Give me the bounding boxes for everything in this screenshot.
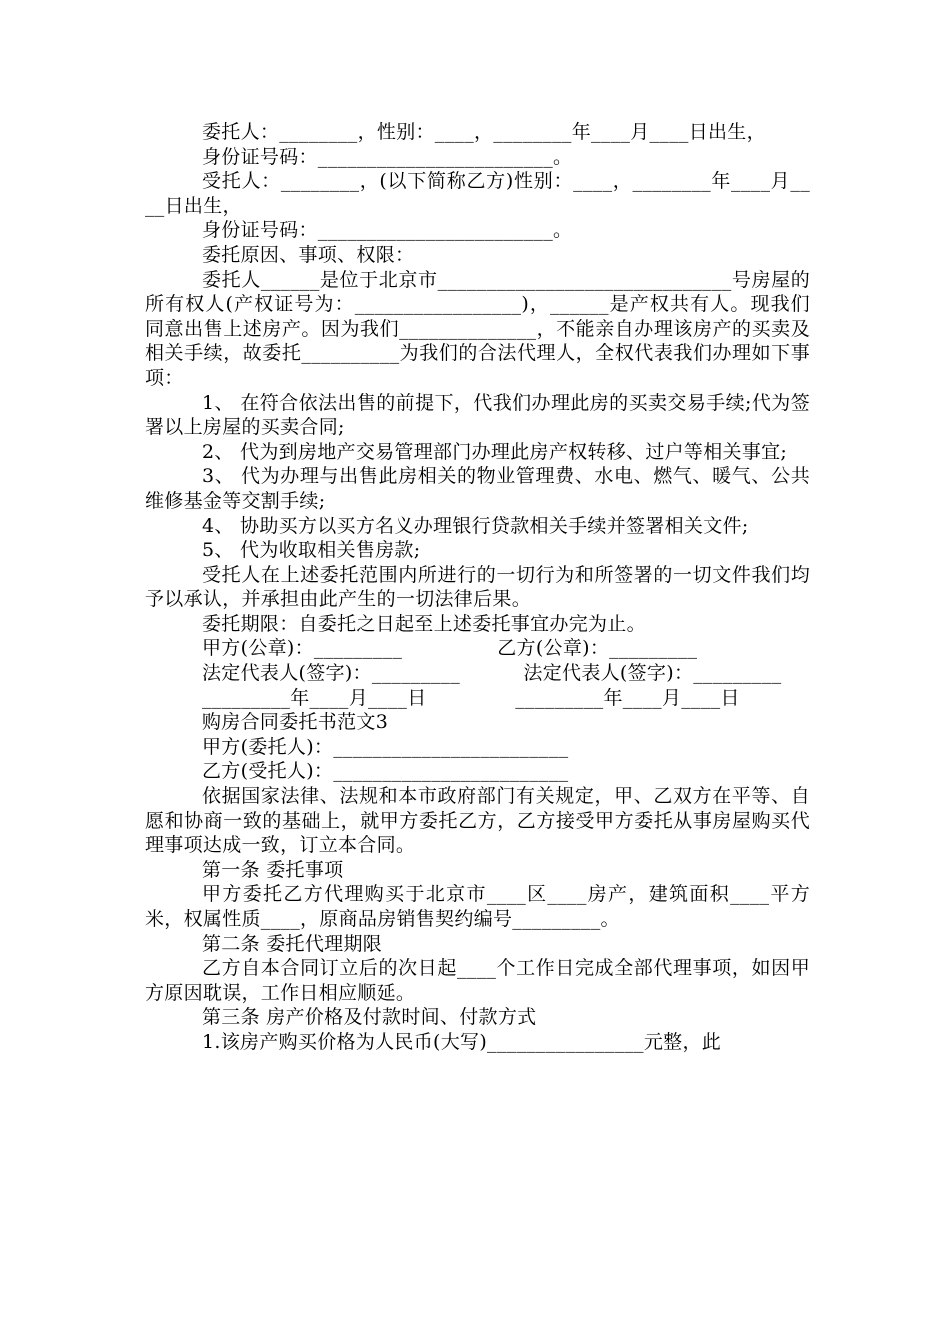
list-item: 2、 代为到房地产交易管理部门办理此房产权转移、过户等相关事宜; — [202, 440, 788, 463]
paragraph: 甲方委托乙方代理购买于北京市____区____房产，建筑面积____平方米，权属性质____，原商品房销售契约编号_________。 — [145, 883, 810, 930]
party-line: 乙方(受托人)：________________________ — [202, 760, 569, 783]
paragraph: 委托原因、事项、权限： — [202, 243, 415, 266]
paragraph: 身份证号码：________________________。 — [202, 145, 573, 168]
list-item: 3、 代为办理与出售此房相关的物业管理费、水电、燃气、暖气、公共维修基金等交割手续; — [145, 465, 810, 512]
document-page — [145, 120, 810, 1055]
article-heading: 第一条 委托事项 — [202, 858, 344, 881]
date-line: _________年____月____日 _________年____月____日 — [202, 686, 740, 709]
section-title: 购房合同委托书范文3 — [202, 711, 389, 734]
paragraph: 1.该房产购买价格为人民币(大写)________________元整，此 — [202, 1030, 722, 1053]
party-line: 甲方(委托人)：________________________ — [202, 735, 569, 758]
list-item: 5、 代为收取相关售房款; — [202, 539, 421, 562]
article-heading: 第二条 委托代理期限 — [202, 932, 383, 955]
paragraph: 委托期限：自委托之日起至上述委托事宜办完为止。 — [202, 612, 646, 635]
paragraph: 乙方自本合同订立后的次日起____个工作日完成全部代理事项，如因甲方原因耽误，工作日相应顺延。 — [145, 957, 810, 1004]
article-heading: 第三条 房产价格及付款时间、付款方式 — [202, 1006, 537, 1029]
paragraph: 身份证号码：________________________。 — [202, 219, 573, 242]
signature-line: 甲方(公章)：_________ 乙方(公章)：_________ — [202, 637, 698, 660]
paragraph: 受托人在上述委托范围内所进行的一切行为和所签署的一切文件我们均予以承认，并承担由此产生的一切法律后果。 — [145, 563, 810, 611]
list-item: 4、 协助买方以买方名义办理银行贷款相关手续并签署相关文件; — [202, 514, 749, 537]
paragraph: 委托人：________，性别：____，________年____月____日出生， — [202, 121, 766, 143]
signature-line: 法定代表人(签字)：_________ 法定代表人(签字)：_________ — [202, 662, 782, 685]
paragraph: 依据国家法律、法规和本市政府部门有关规定，甲、乙双方在平等、自愿和协商一致的基础上，就甲方委托乙方，乙方接受甲方委托从事房屋购买代理事项达成一致，订立本合同。 — [145, 785, 810, 857]
list-item: 1、 在符合依法出售的前提下，代我们办理此房的买卖交易手续;代为签署以上房屋的买卖合同; — [145, 391, 810, 439]
paragraph: 委托人______是位于北京市______________________________号房屋的所有权人(产权证号为：_________________)，______是产权共有人。现我们同意出售上述房产。因为我们______________，不能亲自办理该房产的买卖及相关手续，故委托__________为我们的合法代理人，全权代表我们办理如下事项： — [145, 268, 810, 389]
paragraph: 受托人：________，(以下简称乙方)性别：____，________年____月____日出生， — [145, 170, 810, 217]
